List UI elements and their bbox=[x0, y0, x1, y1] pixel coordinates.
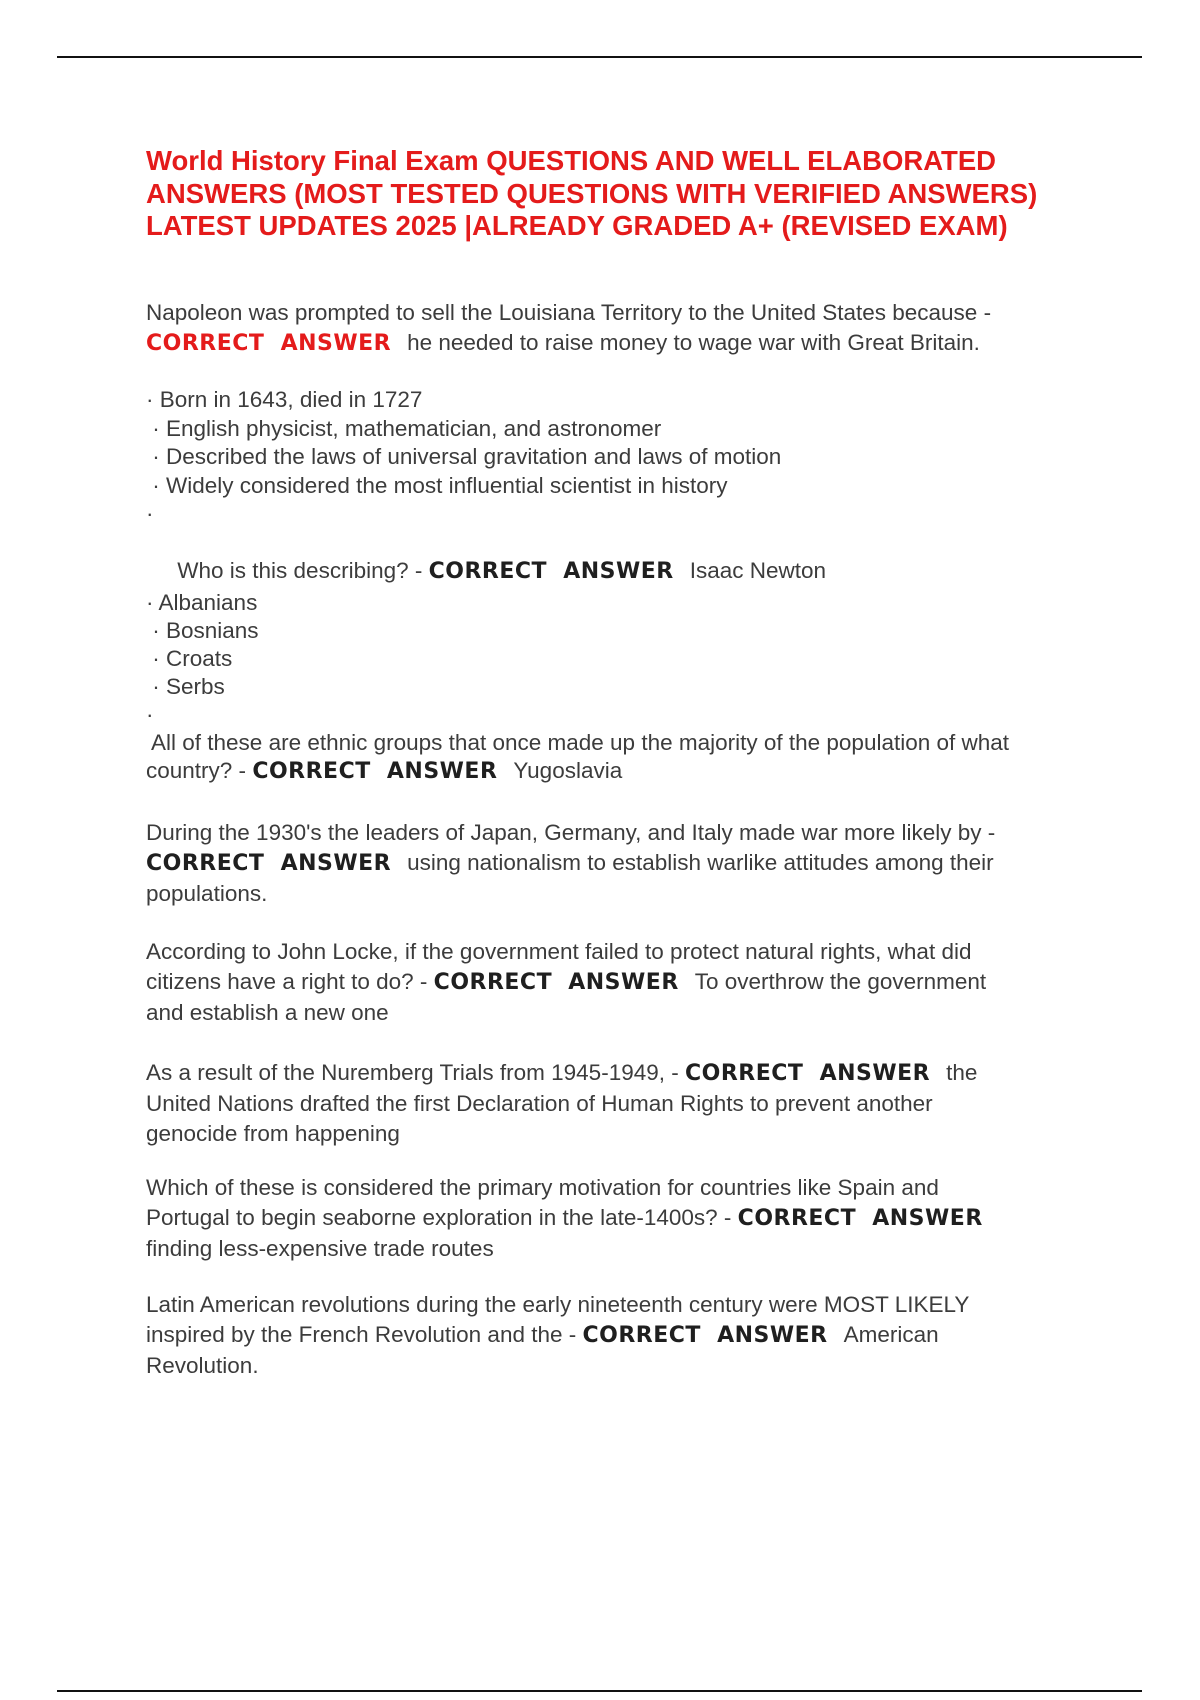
answer-text: populations. bbox=[146, 881, 268, 906]
correct-answer-label: CORRECT ANSWER bbox=[737, 1206, 983, 1231]
answer-text: To overthrow the government bbox=[694, 969, 987, 994]
answer-text: the bbox=[946, 1060, 978, 1085]
qa-item bbox=[146, 937, 1091, 1028]
list-item: · English physicist, mathematician, and astronomer bbox=[146, 415, 662, 441]
correct-answer-label: CORRECT ANSWER bbox=[146, 331, 392, 356]
title-line: LATEST UPDATES 2025 |ALREADY GRADED A+ (REVISED EXAM) bbox=[146, 210, 1008, 241]
correct-answer-label: CORRECT ANSWER bbox=[252, 759, 498, 784]
qa-item bbox=[146, 589, 1091, 786]
list-item: · Bosnians bbox=[146, 618, 259, 643]
answer-text: Yugoslavia bbox=[513, 758, 623, 783]
answer-text: genocide from happening bbox=[146, 1121, 400, 1146]
list-item: · Widely considered the most influential scientist in history bbox=[146, 472, 728, 498]
question-text: All of these are ethnic groups that once made up the majority of the population of what bbox=[146, 730, 1010, 755]
qa-item bbox=[146, 1290, 1091, 1381]
answer-text: United Nations drafted the first Declaration of Human Rights to prevent another bbox=[146, 1091, 933, 1116]
qa-item bbox=[146, 818, 1091, 909]
correct-answer-label: CORRECT ANSWER bbox=[433, 970, 679, 995]
list-item: · Croats bbox=[146, 646, 233, 671]
qa-item bbox=[146, 1058, 1091, 1149]
list-item: · Serbs bbox=[146, 674, 225, 699]
question-text: Which of these is considered the primary motivation for countries like Spain and bbox=[146, 1175, 939, 1200]
correct-answer-label: CORRECT ANSWER bbox=[146, 851, 392, 876]
list-item: · Albanians bbox=[146, 590, 258, 615]
correct-answer-label: CORRECT ANSWER bbox=[685, 1061, 931, 1086]
question-text: inspired by the French Revolution and the - bbox=[146, 1322, 577, 1347]
question-text: Latin American revolutions during the early nineteenth century were MOST LIKELY bbox=[146, 1292, 970, 1317]
list-item: · Described the laws of universal gravitation and laws of motion bbox=[146, 444, 782, 469]
answer-text: he needed to raise money to wage war with Great Britain. bbox=[407, 330, 980, 355]
question-text: According to John Locke, if the government failed to protect natural rights, what did bbox=[146, 939, 972, 964]
answer-text: finding less-expensive trade routes bbox=[146, 1236, 494, 1261]
answer-text: American bbox=[843, 1322, 939, 1347]
list-item: · Born in 1643, died in 1727 bbox=[146, 387, 423, 412]
question-text: country? - bbox=[146, 758, 247, 783]
document-title bbox=[146, 145, 1086, 243]
question-text: As a result of the Nuremberg Trials from 1945-1949, - bbox=[146, 1060, 679, 1085]
bottom-rule bbox=[57, 1690, 1142, 1692]
correct-answer-label: CORRECT ANSWER bbox=[428, 559, 674, 584]
answer-text: Revolution. bbox=[146, 1353, 259, 1378]
question-text: citizens have a right to do? - bbox=[146, 969, 428, 994]
list-item: · bbox=[146, 702, 154, 727]
top-rule bbox=[57, 56, 1142, 58]
title-line: World History Final Exam QUESTIONS AND WELL ELABORATED bbox=[146, 145, 997, 176]
answer-text: Isaac Newton bbox=[689, 558, 827, 583]
qa-item bbox=[146, 1173, 1091, 1264]
list-item: · bbox=[146, 501, 154, 526]
answer-text: using nationalism to establish warlike attitudes among their bbox=[407, 850, 994, 875]
title-line: ANSWERS (MOST TESTED QUESTIONS WITH VERIFIED ANSWERS) bbox=[146, 177, 1038, 209]
question-text: During the 1930's the leaders of Japan, Germany, and Italy made war more likely by - bbox=[146, 820, 996, 845]
question-text: Who is this describing? - bbox=[171, 558, 423, 583]
qa-item bbox=[146, 386, 1091, 615]
answer-text: and establish a new one bbox=[146, 1000, 389, 1025]
correct-answer-label: CORRECT ANSWER bbox=[582, 1323, 828, 1348]
question-text: Portugal to begin seaborne exploration in the late-1400s? - bbox=[146, 1205, 732, 1230]
question-text: Napoleon was prompted to sell the Louisiana Territory to the United States because - bbox=[146, 300, 992, 325]
qa-item bbox=[146, 298, 1091, 359]
